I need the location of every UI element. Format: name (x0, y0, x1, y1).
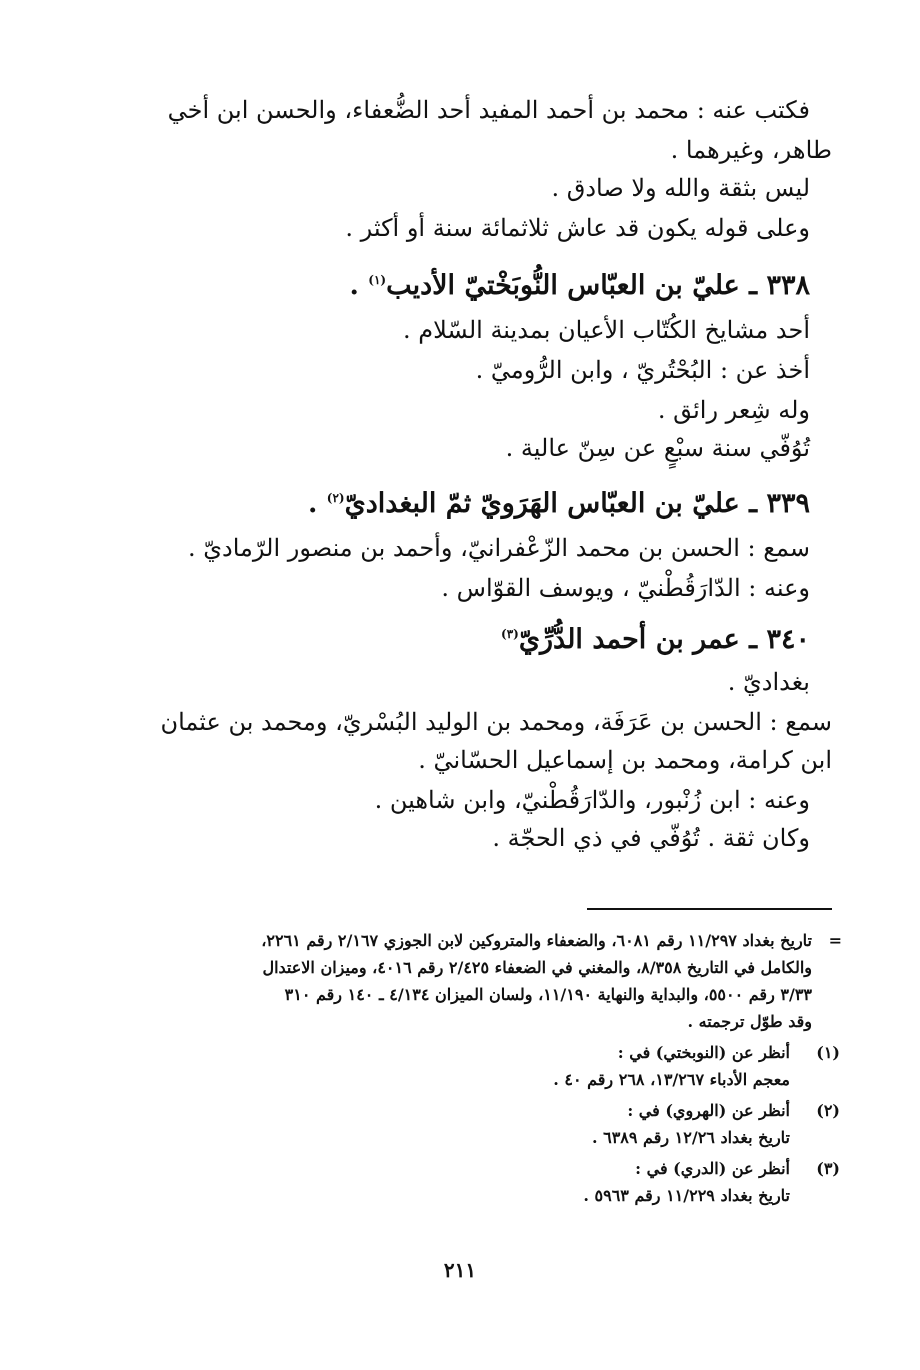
footnote-line: معجم الأدباء ١٣/٢٦٧، ٢٦٨ رقم ٤٠ . (553, 1070, 790, 1089)
entry-line: وكان ثقة . تُوُفّي في ذي الحجّة . (492, 824, 810, 852)
entry-heading: ٣٣٩ ـ عليّ بن العبّاس الهَرَويّ ثمّ البغداديّ$^{(٢)}$ . (307, 488, 810, 519)
footnote-line: وقد طوّل ترجمته . (687, 1012, 812, 1031)
footnote-ref: (١) (368, 273, 387, 287)
entry-line: أخذ عن : البُحْتُريّ ، وابن الرُّوميّ . (475, 356, 810, 384)
body-line: فكتب عنه : محمد بن أحمد المفيد أحد الضُّعفاء، والحسن ابن أخي (167, 96, 810, 124)
footnote-line: تاريخ بغداد ١١/٢٩٧ رقم ٦٠٨١، والضعفاء والمتروكين لابن الجوزي ٢/١٦٧ رقم ٢٢٦١، (261, 931, 812, 950)
body-line: ليس بثقة والله ولا صادق . (551, 174, 810, 202)
entry-line: سمع : الحسن بن محمد الزّعْفرانيّ، وأحمد بن منصور الرّماديّ . (188, 534, 810, 562)
footnote-line: والكامل في التاريخ ٨/٣٥٨، والمغني في الضعفاء ٢/٤٢٥ رقم ٤٠١٦، وميزان الاعتدال (262, 958, 812, 977)
footnote-continuation-marker: = (828, 931, 842, 950)
entry-heading (501, 614, 810, 660)
entry-line: وعنه : الدّارَقُطْنيّ ، ويوسف القوّاس . (441, 574, 810, 602)
entry-line: وله شِعر رائق . (657, 396, 810, 424)
entry-line: وعنه : ابن زُنْبور، والدّارَقُطْنيّ، وابن شاهين . (374, 786, 810, 814)
footnote-ref: (٢) (326, 491, 345, 505)
footnote-line: أنظر عن (النوبختي) في : (617, 1043, 790, 1062)
entry-line: بغداديّ . (727, 668, 810, 696)
footnote-line: تاريخ بغداد ١٢/٢٦ رقم ٦٣٨٩ . (591, 1128, 790, 1147)
body-line: وعلى قوله يكون قد عاش ثلاثمائة سنة أو أكثر . (345, 214, 810, 242)
footnote-line: أنظر عن (الهروي) في : (627, 1101, 790, 1120)
footnote-separator (587, 908, 832, 910)
page-number: ٢١١ (443, 1258, 477, 1282)
entry-line: أحد مشايخ الكُتّاب الأعيان بمدينة السّلام . (402, 316, 810, 344)
footnote-line: ٣/٣٣ رقم ٥٥٠٠، والبداية والنهاية ١١/١٩٠، ولسان الميزان ٤/١٣٤ ـ ١٤٠ رقم ٣١٠ (284, 985, 812, 1004)
entry-line: سمع : الحسن بن عَرَفَة، ومحمد بن الوليد البُسْريّ، ومحمد بن عثمان (160, 708, 832, 736)
entry-heading: ٣٣٨ ـ عليّ بن العبّاس النُّوبَخْتيّ الأديب$^{(١)}$ . (349, 270, 810, 301)
entry-title: ٣٤٠ ـ عمر بن أحمد الدُّرِّيّ (518, 624, 810, 655)
body-line: طاهر، وغيرهما . (670, 136, 832, 164)
footnote-marker: (١) (816, 1043, 840, 1062)
footnote-line: تاريخ بغداد ١١/٢٢٩ رقم ٥٩٦٣ . (583, 1186, 790, 1205)
footnote-line: أنظر عن (الدري) في : (635, 1159, 790, 1178)
footnote-ref: (٣) (501, 627, 519, 641)
footnote-marker: (٣) (816, 1159, 840, 1178)
entry-title: ٣٣٩ ـ عليّ بن العبّاس الهَرَويّ ثمّ البغداديّ (344, 488, 810, 519)
entry-line: تُوُفّي سنة سبْعٍ عن سِنّ عالية . (505, 434, 810, 462)
entry-line: ابن كرامة، ومحمد بن إسماعيل الحسّانيّ . (418, 746, 832, 774)
entry-title: ٣٣٨ ـ عليّ بن العبّاس النُّوبَخْتيّ الأديب (386, 270, 810, 301)
footnote-marker: (٢) (816, 1101, 840, 1120)
